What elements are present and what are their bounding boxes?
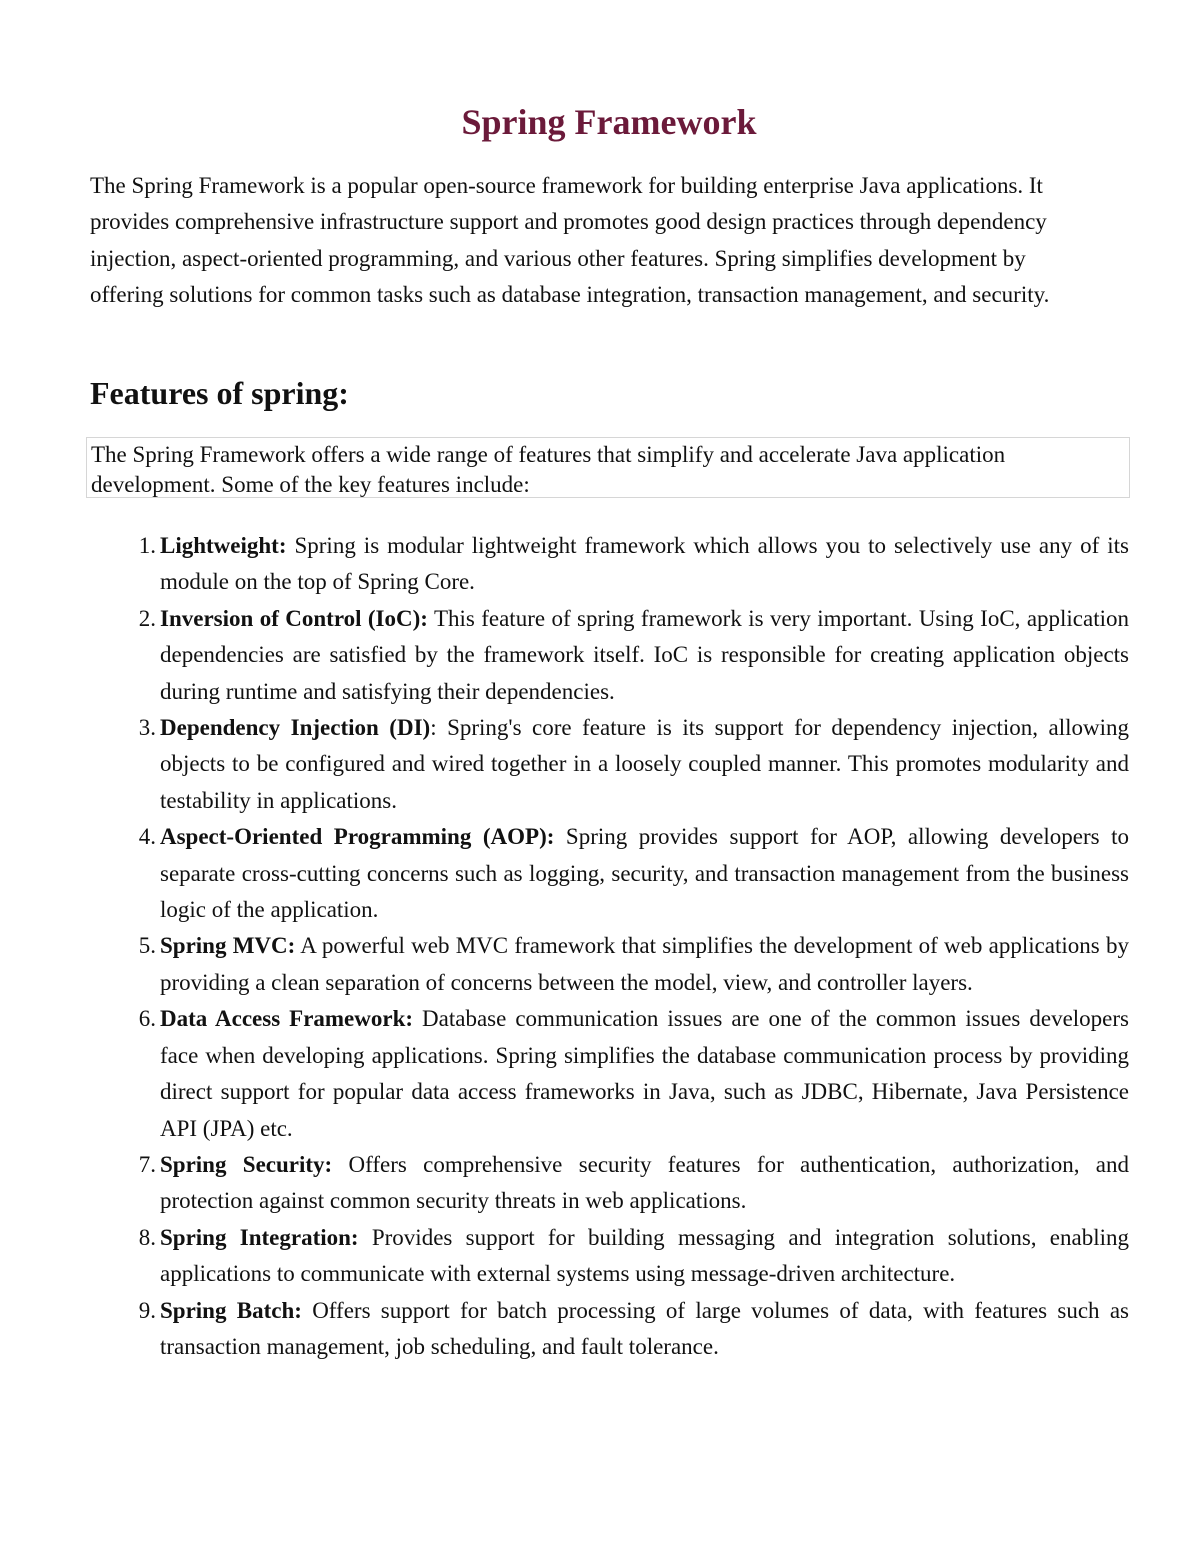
feature-item-ioc [138, 601, 1130, 710]
feature-item-security [138, 1147, 1129, 1220]
feature-title: Dependency Injection (DI) [160, 715, 431, 741]
feature-item-batch [138, 1293, 1129, 1366]
feature-item-mvc [138, 928, 1129, 1001]
feature-text: Database communication issues are one of the common issues developers face when developing applications. Spring simplifies the database communication process by providing direct support for popular data access frameworks in Java, such as JDBC, Hibernate, Java Persistence API (JPA) etc. [160, 1006, 1130, 1141]
feature-number: 4. [138, 824, 156, 850]
feature-text: Spring provides support for AOP, allowing developers to separate cross-cutting concerns such as logging, security, and transaction management from the business logic of the application. [160, 824, 1129, 923]
feature-text: : Spring's core feature is its support for dependency injection, allowing objects to be configured and wired together in a loosely coupled manner. This promotes modularity and testability in applications. [160, 715, 1129, 813]
feature-text: This feature of spring framework is very important. Using IoC, application dependencies are satisfied by the framework itself. IoC is responsible for creating application objects during runtime and satisfying their dependencies. [160, 605, 1130, 704]
feature-number: 2. [138, 605, 156, 631]
feature-number: 9. [138, 1297, 156, 1323]
feature-number: 7. [138, 1151, 156, 1177]
feature-number: 8. [138, 1224, 156, 1250]
feature-number: 6. [138, 1006, 156, 1032]
feature-title: Spring Security: [160, 1151, 333, 1177]
feature-text: Spring is modular lightweight framework which allows you to selectively use any of its module on the top of Spring Core. [160, 533, 1129, 595]
features-list [138, 528, 1130, 1365]
feature-title: Spring Integration: [160, 1224, 359, 1250]
feature-number: 1. [138, 533, 156, 558]
feature-text: Offers comprehensive security features for authentication, authorization, and protection against common security threats in web applications. [160, 1151, 1129, 1214]
feature-item-aop [138, 819, 1129, 928]
feature-item-di [138, 710, 1129, 819]
feature-title: Spring MVC: [160, 933, 296, 959]
feature-title: Spring Batch: [160, 1297, 302, 1323]
feature-title: Lightweight: [160, 533, 287, 558]
feature-item-lightweight [138, 528, 1129, 601]
feature-text: A powerful web MVC framework that simplifies the development of web applications by providing a clean separation of concerns between the model, view, and controller layers. [160, 933, 1129, 995]
feature-item-data-access [138, 1001, 1130, 1147]
feature-text: Offers support for batch processing of large volumes of data, with features such as transaction management, job scheduling, and fault tolerance. [160, 1297, 1129, 1359]
feature-item-integration [138, 1220, 1130, 1293]
page-title: Spring Framework [461, 102, 757, 142]
features-intro-box: The Spring Framework offers a wide range of features that simplify and accelerate Java application development. Some of the key features include: [86, 437, 1130, 498]
intro-paragraph: The Spring Framework is a popular open-source framework for building enterprise Java applications. It provides comprehensive infrastructure support and promotes good design practices through dependency injection, aspect-oriented programming, and various other features. Spring simplifies development by offering solutions for common tasks such as database integration, transaction management, and security. [90, 173, 1050, 308]
feature-title: Aspect-Oriented Programming (AOP): [160, 824, 555, 850]
feature-text: Provides support for building messaging and integration solutions, enabling applications to communicate with external systems using message-driven architecture. [160, 1224, 1130, 1287]
feature-title: Data Access Framework: [160, 1006, 414, 1032]
feature-number: 3. [138, 715, 156, 741]
feature-number: 5. [138, 933, 156, 959]
features-heading: Features of spring: [90, 375, 349, 411]
feature-title: Inversion of Control (IoC): [160, 605, 428, 631]
